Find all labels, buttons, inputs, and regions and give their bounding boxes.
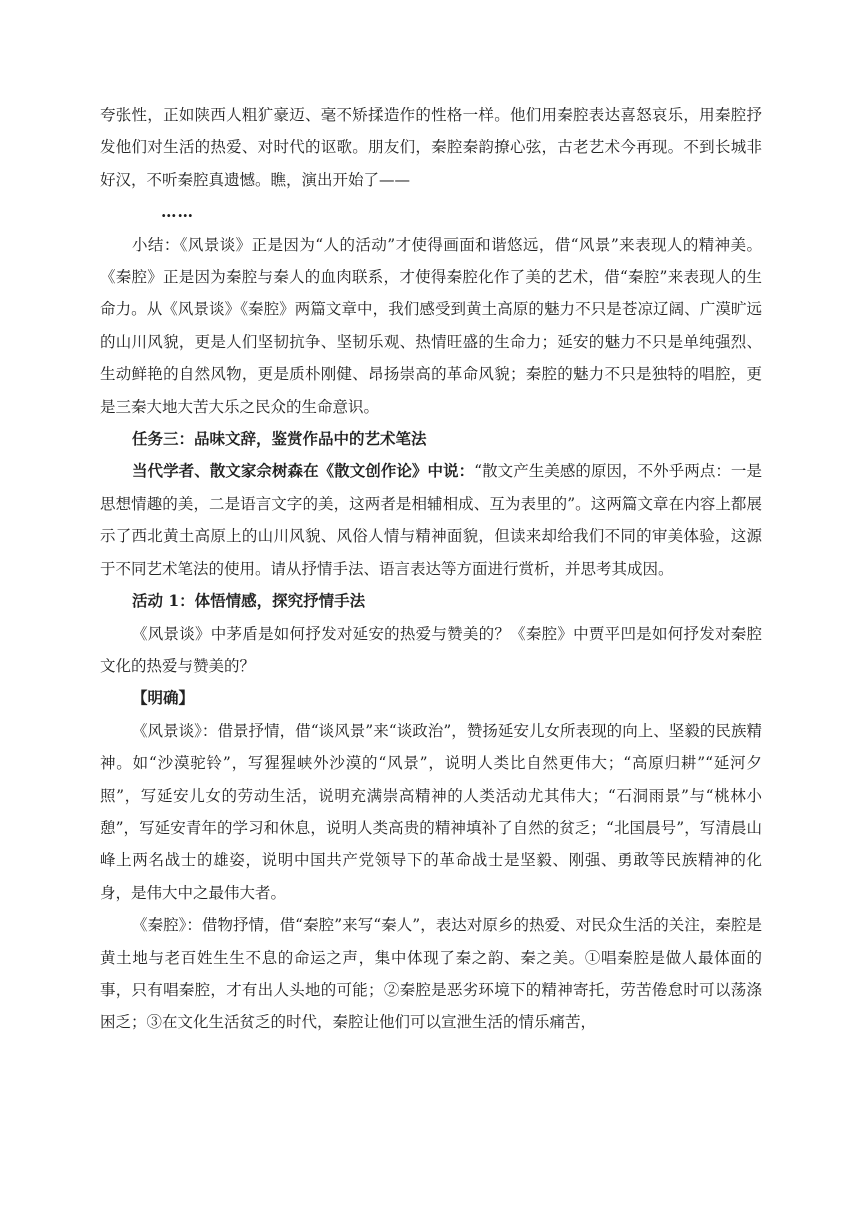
- paragraph-intro-continued: 夸张性，正如陕西人粗犷豪迈、毫不矫揉造作的性格一样。他们用秦腔表达喜怒哀乐，用秦腔抒发他们对生活的热爱、对时代的讴歌。朋友们，秦腔秦韵撩心弦，古老艺术今再现。不到长城非好汉，不听秦腔真遗憾。瞧，演出开始了——: [100, 106, 762, 189]
- document-page: [100, 99, 762, 1039]
- paragraph-activity-question: 《风景谈》中茅盾是如何抒发对延安的热爱与赞美的？《秦腔》中贾平凹是如何抒发对秦腔文化的热爱与赞美的？: [100, 624, 762, 675]
- quote-source: 当代学者、散文家佘树森在《散文创作论》中说：: [132, 461, 475, 481]
- ellipsis-line: ……: [161, 202, 194, 222]
- quote-body: “散文产生美感的原因，不外乎两点：一是思想情趣的美，二是语言文字的美，这两者是相辅相成、互为表里的”。这两篇文章在内容上都展示了西北黄土高原上的山川风貌、风俗人情与精神面貌，但读来却给我们不同的审美体验，这源于不同艺术笔法的使用。请从抒情手法、语言表达等方面进行赏析，并思考其成因。: [100, 462, 762, 578]
- paragraph-qinqiang-analysis: 《秦腔》：借物抒情，借“秦腔”来写“秦人”，表达对原乡的热爱、对民众生活的关注，秦腔是黄土地与老百姓生生不息的命运之声，集中体现了秦之韵、秦之美。①唱秦腔是做人最体面的事，只有唱秦腔，才有出人头地的可能；②秦腔是恶劣环境下的精神寄托，劳苦倦怠时可以荡涤困乏；③在文化生活贫乏的时代，秦腔让他们可以宣泄生活的情乐痛苦，: [100, 916, 762, 1032]
- paragraph-summary: 小结：《风景谈》正是因为“人的活动”才使得画面和谐悠远，借“风景”来表现人的精神美。《秦腔》正是因为秦腔与秦人的血肉联系，才使得秦腔化作了美的艺术，借“秦腔”来表现人的生命力。从《风景谈》《秦腔》两篇文章中，我们感受到黄土高原的魅力不只是苍凉辽阔、广漠旷远的山川风貌，更是人们坚韧抗争、坚韧乐观、热情旺盛的生命力；延安的魅力不只是单纯强烈、生动鲜艳的自然风物，更是质朴刚健、昂扬崇高的革命风貌；秦腔的魅力不只是独特的唱腔，更是三秦大地大苦大乐之民众的生命意识。: [100, 235, 762, 416]
- heading-mingque: 【明确】: [132, 688, 195, 708]
- paragraph-fengjingtan-analysis: 《风景谈》：借景抒情，借“谈风景”来“谈政治”，赞扬延安儿女所表现的向上、坚毅的民族精神。如“沙漠驼铃”，写猩猩峡外沙漠的“风景”，说明人类比自然更伟大；“高原归耕”“延河夕照”，写延安儿女的劳动生活，说明充满崇高精神的人类活动尤其伟大；“石洞雨景”与“桃林小憩”，写延安青年的学习和休息，说明人类高贵的精神填补了自然的贫乏；“北国晨号”，写清晨山峰上两名战士的雄姿，说明中国共产党领导下的革命战士是坚毅、刚强、勇敢等民族精神的化身，是伟大中之最伟大者。: [100, 721, 762, 902]
- heading-activity-one: 活动 1：体悟情感，探究抒情手法: [132, 591, 366, 611]
- heading-task-three: 任务三：品味文辞，鉴赏作品中的艺术笔法: [132, 429, 427, 449]
- paragraph-task-three-prompt: [100, 455, 762, 585]
